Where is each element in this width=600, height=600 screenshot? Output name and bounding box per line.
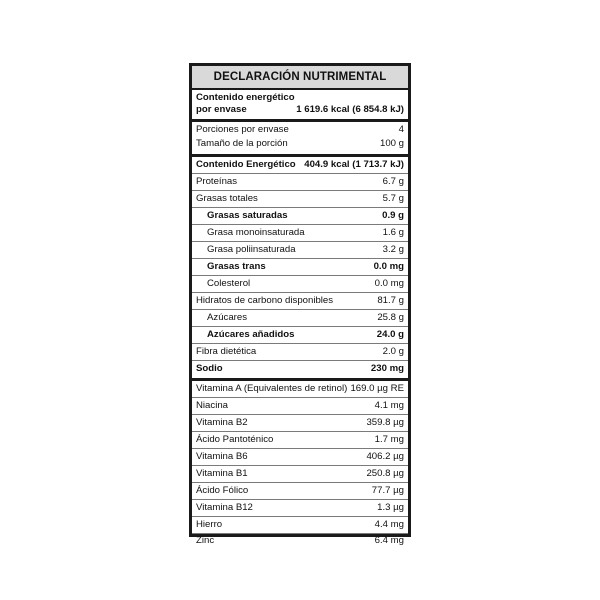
vitamin-row xyxy=(192,398,408,414)
portion-size-row xyxy=(192,136,408,152)
portion-size-label: Tamaño de la porción xyxy=(196,138,288,149)
nutrient-value: 6.7 g xyxy=(382,176,404,187)
vitamin-value: 169.0 µg RE xyxy=(350,383,404,394)
vitamin-value: 77.7 µg xyxy=(371,485,404,496)
vitamin-row xyxy=(192,533,408,549)
vitamin-label: Hierro xyxy=(196,519,223,530)
energy-container-label-2: por envase xyxy=(196,104,247,115)
vitamin-row xyxy=(192,466,408,482)
nutrient-row xyxy=(192,361,408,377)
energy-container xyxy=(196,91,404,119)
nutrient-label: Sodio xyxy=(196,363,223,374)
energy-container-label-1: Contenido energético xyxy=(196,92,295,103)
vitamin-label: Vitamina B2 xyxy=(196,417,248,428)
nutrient-row xyxy=(192,259,408,275)
vitamin-value: 359.8 µg xyxy=(366,417,404,428)
nutrient-label: Fibra dietética xyxy=(196,346,257,357)
vitamin-value: 1.3 µg xyxy=(377,502,404,513)
nutrition-label xyxy=(189,63,411,546)
nutrient-label: Proteínas xyxy=(196,176,238,187)
nutrient-label: Azúcares añadidos xyxy=(207,329,295,340)
servings-label: Porciones por envase xyxy=(196,124,289,135)
energy-container-value: 1 619.6 kcal (6 854.8 kJ) xyxy=(296,104,404,115)
nutrient-row xyxy=(192,208,408,224)
vitamin-label: Ácido Pantoténico xyxy=(196,434,274,445)
vitamin-label: Vitamina A (Equivalentes de retinol) xyxy=(196,383,348,394)
nutrient-label: Hidratos de carbono disponibles xyxy=(196,295,334,306)
vitamin-label: Vitamina B1 xyxy=(196,468,248,479)
vitamin-value: 4.4 mg xyxy=(374,519,404,530)
vitamin-label: Vitamina B12 xyxy=(196,502,253,513)
vitamin-row xyxy=(192,449,408,465)
nutrient-value: 0.0 mg xyxy=(374,278,404,289)
label-title: DECLARACIÓN NUTRIMENTAL xyxy=(192,66,408,90)
nutrient-value: 24.0 g xyxy=(376,329,404,340)
servings-value: 4 xyxy=(398,124,404,135)
energy-portion-value: 404.9 kcal (1 713.7 kJ) xyxy=(304,159,404,170)
nutrient-row xyxy=(192,344,408,360)
nutrient-label: Azúcares xyxy=(207,312,247,323)
vitamin-label: Vitamina B6 xyxy=(196,451,248,462)
vitamin-row xyxy=(192,483,408,499)
nutrient-label: Grasas totales xyxy=(196,193,258,204)
nutrient-value: 0.0 mg xyxy=(373,261,404,272)
nutrient-value: 2.0 g xyxy=(382,346,404,357)
nutrient-row xyxy=(192,327,408,343)
nutrient-value: 1.6 g xyxy=(382,227,404,238)
portion-size-value: 100 g xyxy=(379,138,404,149)
nutrient-row xyxy=(192,310,408,326)
nutrient-value: 0.9 g xyxy=(382,210,404,221)
vitamin-row xyxy=(192,432,408,448)
nutrient-value: 3.2 g xyxy=(382,244,404,255)
vitamin-label: Zinc xyxy=(196,535,215,546)
vitamin-label: Niacina xyxy=(196,400,228,411)
nutrient-value: 81.7 g xyxy=(377,295,404,306)
nutrient-row xyxy=(192,293,408,309)
nutrient-row xyxy=(192,225,408,241)
energy-portion-label: Contenido Energético xyxy=(196,159,296,170)
vitamin-value: 406.2 µg xyxy=(366,451,404,462)
vitamin-value: 4.1 mg xyxy=(374,400,404,411)
nutrient-label: Grasas saturadas xyxy=(207,210,288,221)
vitamin-row xyxy=(192,500,408,516)
vitamin-value: 1.7 mg xyxy=(374,434,404,445)
nutrient-row xyxy=(192,242,408,258)
nutrient-value: 230 mg xyxy=(370,363,404,374)
energy-portion-row xyxy=(192,157,408,173)
nutrient-label: Grasa monoinsaturada xyxy=(207,227,305,238)
nutrient-value: 25.8 g xyxy=(377,312,404,323)
nutrient-value: 5.7 g xyxy=(382,193,404,204)
nutrient-label: Grasas trans xyxy=(207,261,266,272)
vitamin-row xyxy=(192,415,408,431)
vitamin-row xyxy=(192,381,408,397)
vitamin-value: 250.8 µg xyxy=(366,468,404,479)
nutrient-label: Grasa poliinsaturada xyxy=(207,244,296,255)
vitamin-label: Ácido Fólico xyxy=(196,485,249,496)
nutrient-row xyxy=(192,174,408,190)
vitamin-value: 6.4 mg xyxy=(374,535,404,546)
nutrient-row xyxy=(192,191,408,207)
nutrient-row xyxy=(192,276,408,292)
nutrient-label: Colesterol xyxy=(207,278,251,289)
